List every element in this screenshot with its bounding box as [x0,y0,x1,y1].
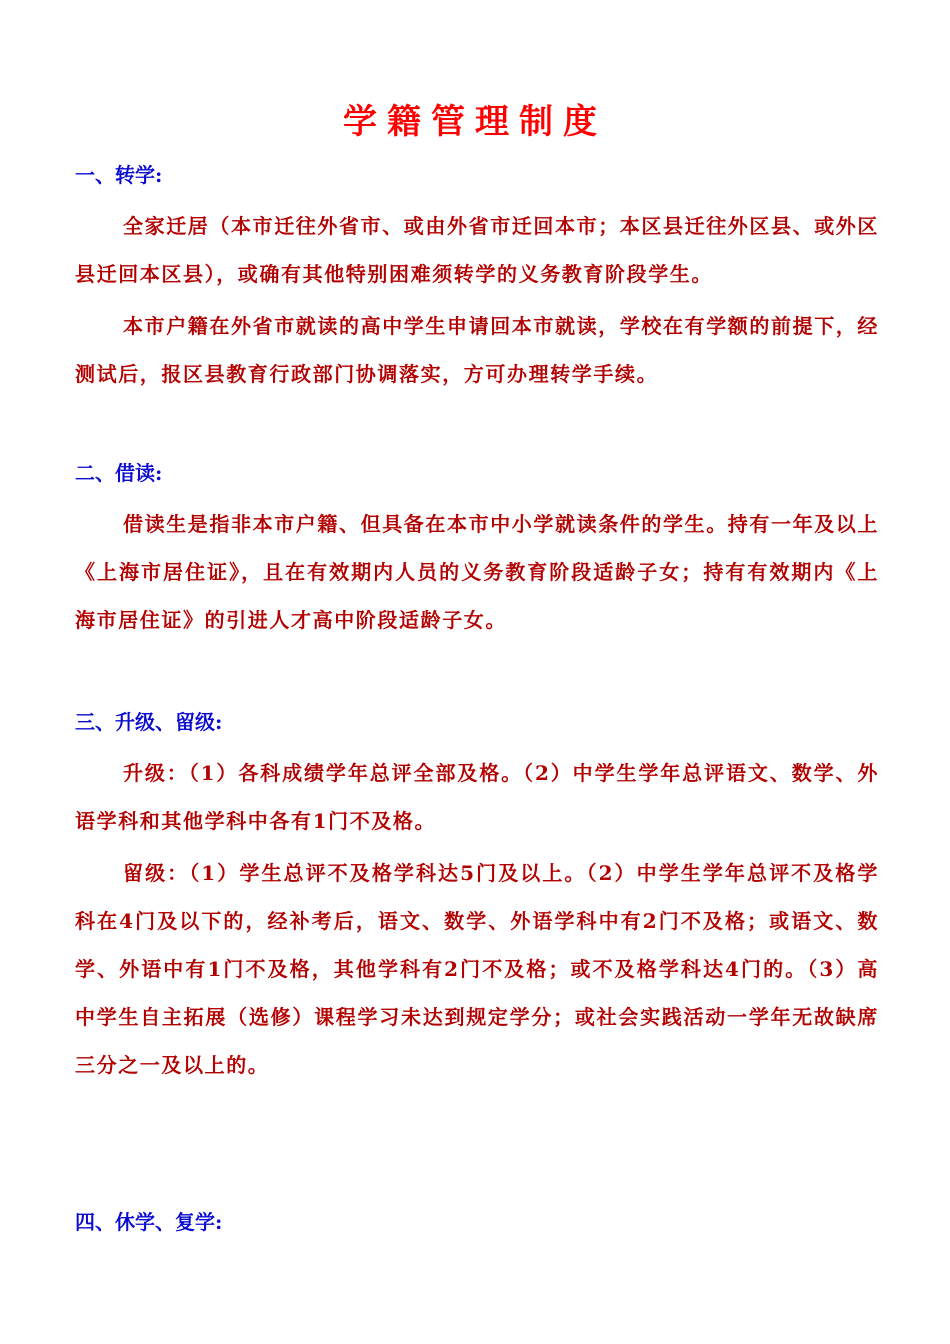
document-title: 学籍管理制度 [343,102,607,142]
section-paragraph: 留级：（1）学生总评不及格学科达5门及以上。（2）中学生学年总评不及格学科在4门及以下的，经补考后，语文、数学、外语学科中有2门不及格；或语文、数学、外语中有1门不及格，其他学科有2门不及格；或不及格学科达4门的。（3）高中学生自主拓展（选修）课程学习未达到规定学分；或社会实践活动一学年无故缺席三分之一及以上的。 [75,861,879,1077]
section-heading-transfer: 一、转学: [75,163,163,187]
section-paragraph: 全家迁居（本市迁往外省市、或由外省市迁回本市；本区县迁往外区县、或外区县迁回本区县），或确有其他特别困难须转学的义务教育阶段学生。 [75,214,879,286]
section-paragraph: 升级：（1）各科成绩学年总评全部及格。（2）中学生学年总评语文、数学、外语学科和其他学科中各有1门不及格。 [75,761,879,833]
section-paragraph: 借读生是指非本市户籍、但具备在本市中小学就读条件的学生。持有一年及以上《上海市居住证》，且在有效期内人员的义务教育阶段适龄子女；持有有效期内《上海市居住证》的引进人才高中阶段适龄子女。 [75,512,879,632]
section-paragraph: 本市户籍在外省市就读的高中学生申请回本市就读，学校在有学额的前提下，经测试后，报区县教育行政部门协调落实，方可办理转学手续。 [75,314,879,386]
section-heading-borrow-study: 二、借读: [75,461,163,485]
section-heading-promotion-retention: 三、升级、留级: [75,710,223,734]
section-heading-suspension-resumption: 四、休学、复学: [75,1210,223,1234]
